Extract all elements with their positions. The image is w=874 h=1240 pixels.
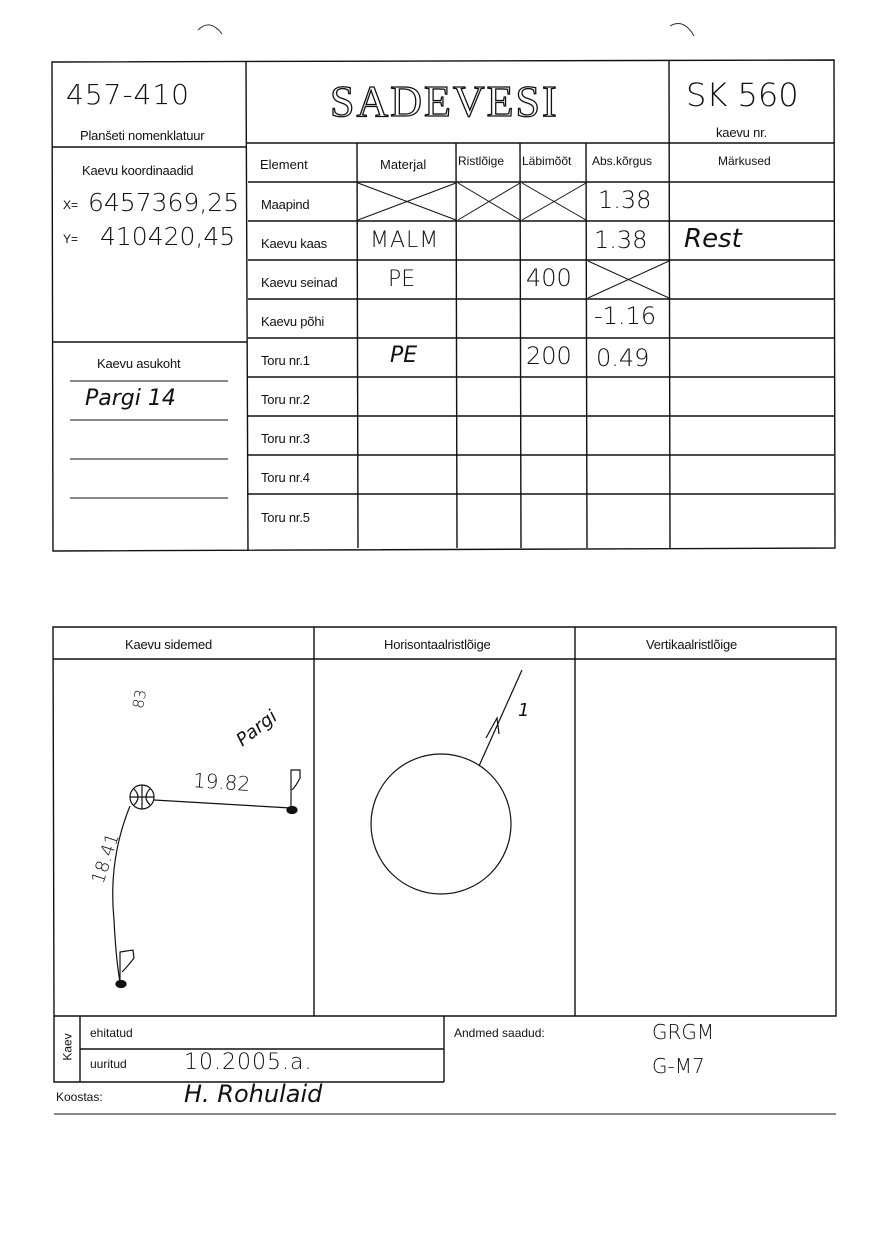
distance-label-south: 18.41 — [87, 830, 124, 887]
coordinates-label: Kaevu koordinaadid — [82, 163, 194, 178]
header-element: Element — [260, 157, 308, 172]
header-diameter: Läbimõõt — [522, 154, 572, 168]
y-prefix: Y= — [63, 232, 79, 246]
row-abs-value: -1.16 — [594, 302, 657, 330]
location-value: Pargi 14 — [85, 386, 176, 411]
row-element-label: Toru nr.1 — [261, 353, 310, 368]
renewed-date: 10.2005.a. — [184, 1050, 313, 1075]
sketch-label-top: 83 — [129, 688, 151, 710]
built-label: ehitatud — [90, 1026, 133, 1040]
data-source-label: Andmed saadud: — [454, 1026, 545, 1040]
header-cross-section: Ristlõige — [458, 154, 505, 168]
connections-header: Kaevu sidemed — [125, 637, 213, 652]
data-source-value-2: G-M7 — [652, 1054, 705, 1078]
row-material-value: PE — [388, 267, 416, 292]
row-diameter-value: 200 — [526, 342, 572, 370]
row-element-label: Toru nr.5 — [261, 510, 310, 525]
row-material-value: MALM — [370, 228, 440, 253]
header-material: Materjal — [380, 157, 427, 172]
kaev-label: Kaev — [60, 1033, 75, 1061]
row-notes-value: Rest — [684, 224, 742, 254]
document-title: SADEVESI — [330, 77, 559, 126]
row-abs-value: 0.49 — [596, 344, 650, 372]
row-element-label: Kaevu kaas — [261, 236, 327, 251]
row-element-label: Toru nr.2 — [261, 392, 310, 407]
renewed-label: uuritud — [90, 1057, 127, 1071]
nomenclature-value: 457-410 — [66, 78, 190, 111]
pipe-number-label: 1 — [518, 700, 530, 721]
location-label: Kaevu asukoht — [97, 356, 181, 371]
nomenclature-label: Planšeti nomenklatuur — [80, 128, 205, 143]
row-diameter-value: 400 — [526, 264, 572, 292]
well-label: kaevu nr. — [716, 125, 767, 140]
row-element-label: Kaevu põhi — [261, 314, 325, 329]
x-prefix: X= — [63, 198, 79, 212]
sketch-label-street: Pargi — [232, 706, 282, 751]
author-label: Koostas: — [56, 1090, 103, 1104]
row-element-label: Maapind — [261, 197, 310, 212]
row-element-label: Toru nr.3 — [261, 431, 310, 446]
author-signature: H. Rohulaid — [184, 1080, 323, 1108]
header-abs-height: Abs.kõrgus — [592, 154, 653, 168]
horizontal-section-header: Horisontaalristlõige — [384, 637, 491, 652]
distance-label-east: 19.82 — [192, 768, 252, 796]
row-abs-value: 1.38 — [594, 226, 648, 254]
row-material-value: PE — [390, 343, 418, 368]
y-coordinate: 410420,45 — [100, 222, 236, 251]
row-element-label: Toru nr.4 — [261, 470, 310, 485]
data-source-value-1: GRGM — [652, 1020, 715, 1044]
table-header-row — [248, 143, 834, 182]
well-id: SK 560 — [686, 76, 799, 114]
header-notes: Märkused — [718, 154, 771, 168]
row-abs-value: 1.38 — [598, 186, 652, 214]
row-element-label: Kaevu seinad — [261, 275, 338, 290]
x-coordinate: 6457369,25 — [88, 188, 240, 217]
vertical-section-header: Vertikaalristlõige — [646, 637, 738, 652]
